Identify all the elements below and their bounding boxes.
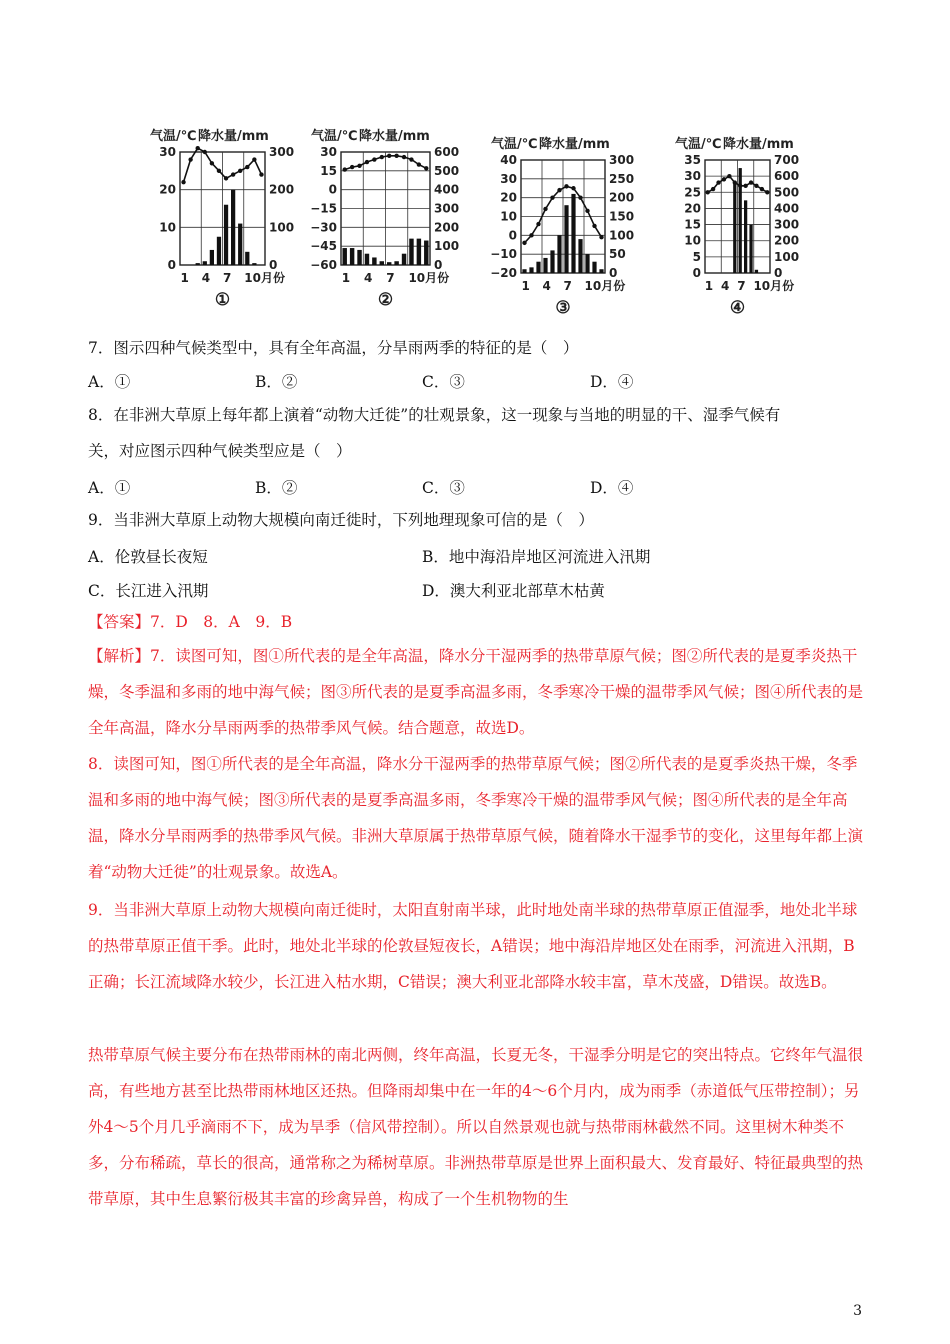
temperature-point	[536, 222, 540, 226]
month-tick-label: 10月份	[408, 271, 450, 285]
temp-tick-label: 15	[320, 163, 337, 178]
answer-line	[88, 612, 292, 632]
q9-option-a: A．伦敦昼长夜短	[88, 548, 208, 566]
q9-option-c: C．长江进入汛期	[88, 582, 209, 600]
temperature-point	[417, 162, 421, 166]
chart-svg	[485, 122, 655, 322]
temperature-point	[738, 184, 742, 188]
q8-option-d: D．④	[590, 479, 634, 497]
precip-tick-label: 200	[774, 233, 800, 248]
month-tick-label: 10月份	[753, 279, 795, 293]
temperature-point	[754, 184, 758, 188]
precip-tick-label: 250	[609, 171, 635, 186]
temperature-point	[711, 187, 715, 191]
precip-axis-title: 降水量/mm	[359, 129, 430, 144]
q7-option-a: A．①	[88, 373, 131, 391]
temperature-point	[394, 154, 398, 158]
temperature-point	[550, 195, 554, 199]
temp-tick-label: −45	[310, 239, 337, 254]
precip-bar	[342, 248, 346, 265]
precip-bar	[571, 194, 575, 273]
month-tick-label: 7	[223, 271, 232, 285]
answer-text: 7．D 8．A 9．B	[150, 613, 293, 631]
month-tick-label: 4	[542, 279, 551, 293]
analysis-7-text: 7．读图可知，图①所代表的是全年高温，降水分干湿两季的热带草原气候；图②所代表的是夏季炎热干燥，冬季温和多雨的地中海气候；图③所代表的是夏季高温多雨，冬季寒冷干燥的温带季风气候；图④所代表的是全年高温，降水分旱雨两季的热带季风气候。结合题意，故选D。	[88, 647, 864, 737]
precip-bar	[210, 250, 214, 265]
chart-svg	[655, 122, 815, 322]
precip-bar	[357, 250, 361, 265]
climate-chart-3	[485, 122, 655, 322]
temperature-point	[238, 169, 242, 173]
temperature-point	[188, 157, 192, 161]
temperature-point	[557, 188, 561, 192]
precip-tick-label: 0	[434, 258, 443, 272]
precip-bar	[578, 239, 582, 273]
chart-number-label: ②	[377, 290, 394, 310]
precip-tick-label: 700	[774, 153, 800, 167]
temp-tick-label: 0	[692, 266, 701, 280]
question-8-line-2: 关，对应图示四种气候类型应是（ ）	[88, 442, 352, 460]
temperature-point	[743, 184, 747, 188]
temperature-point	[409, 157, 413, 161]
precip-bar	[592, 262, 596, 273]
temp-tick-label: 5	[692, 249, 701, 264]
precip-tick-label: 600	[434, 145, 460, 159]
temperature-point	[181, 180, 185, 184]
precip-bar	[585, 254, 589, 273]
chart-svg	[140, 122, 305, 322]
temp-tick-label: 0	[508, 228, 517, 243]
temp-axis-title: 气温/℃	[311, 129, 358, 144]
temperature-point	[402, 155, 406, 159]
precip-tick-label: 150	[609, 209, 635, 224]
temp-tick-label: −10	[490, 247, 517, 262]
precip-tick-label: 400	[774, 201, 800, 216]
month-tick-label: 1	[704, 279, 714, 293]
temperature-point	[245, 165, 249, 169]
month-tick-label: 1	[521, 279, 530, 293]
q8-option-a: A．①	[88, 479, 131, 497]
precip-tick-label: 0	[774, 266, 783, 280]
temperature-point	[571, 186, 575, 190]
temp-tick-label: −30	[310, 220, 337, 235]
precip-bar	[749, 225, 752, 273]
precip-bar	[536, 262, 540, 273]
temperature-point	[749, 180, 753, 184]
month-tick-label: 1	[180, 271, 189, 285]
temperature-point	[196, 146, 200, 150]
month-tick-label: 1	[341, 271, 351, 285]
answer-tag: 【答案】	[88, 613, 151, 631]
chart-number-label: ④	[729, 298, 746, 318]
temperature-point	[760, 187, 764, 191]
precip-bar	[550, 250, 554, 273]
precip-bar	[744, 200, 747, 273]
temperature-point	[224, 176, 228, 180]
precip-axis-title: 降水量/mm	[198, 129, 269, 144]
temp-tick-label: −20	[490, 266, 517, 280]
temperature-point	[765, 190, 769, 194]
precip-bar	[557, 235, 561, 273]
month-tick-label: 7	[563, 279, 572, 293]
temp-axis-title: 气温/℃	[491, 137, 538, 152]
temperature-point	[727, 174, 731, 178]
precip-bar	[350, 248, 354, 265]
precip-tick-label: 300	[434, 201, 460, 216]
precip-bar	[409, 239, 413, 265]
analysis-8: 8．读图可知，图①所代表的是全年高温，降水分干湿两季的热带草原气候；图②所代表的是夏季炎热干燥，冬季温和多雨的地中海气候；图③所代表的是夏季高温多雨，冬季寒冷干燥的温带季风气候；图④所代表的是全年高温，降水分旱雨两季的热带季风气候。非洲大草原属于热带草原气候，随着降水干湿季节的变化，这里每年都上演着“动物大迁徙”的壮观景象。故选A。	[88, 755, 864, 881]
precip-bar	[599, 269, 603, 273]
precip-bar	[380, 261, 384, 265]
temperature-point	[350, 165, 354, 169]
precip-bar	[372, 257, 376, 265]
temperature-point	[380, 155, 384, 159]
temp-tick-label: 10	[684, 233, 701, 248]
temp-axis-title: 气温/℃	[675, 137, 722, 152]
q9-option-d: D．澳大利亚北部草木枯黄	[422, 582, 605, 600]
precip-tick-label: 400	[434, 182, 460, 197]
precip-tick-label: 0	[269, 258, 278, 272]
month-tick-label: 7	[386, 271, 395, 285]
precip-tick-label: 200	[269, 182, 295, 197]
precip-tick-label: 50	[609, 247, 626, 262]
temp-tick-label: 20	[159, 182, 176, 197]
precip-bar	[543, 258, 547, 273]
precip-bar	[387, 262, 391, 265]
temperature-point	[372, 157, 376, 161]
temp-tick-label: 0	[167, 258, 176, 272]
climate-chart-4	[655, 122, 815, 322]
q9-option-b: B．地中海沿岸地区河流进入汛期	[422, 548, 651, 566]
question-7: 7．图示四种气候类型中，具有全年高温，分旱雨两季的特征的是（ ）	[88, 339, 579, 357]
temp-tick-label: 35	[684, 153, 701, 167]
analysis-extra: 热带草原气候主要分布在热带雨林的南北两侧，终年高温，长夏无冬，干湿季分明是它的突出特点。它终年气温很高，有些地方甚至比热带雨林地区还热。但降雨却集中在一年的4～6个月内，成为雨季（赤道低气压带控制）；另外4～5个月几乎滴雨不下，成为旱季（信风带控制）。所以自然景观也就与热带雨林截然不同。这里树木种类不多，分布稀疏，草长的很高，通常称之为稀树草原。非洲热带草原是世界上面积最大、发育最好、特征最典型的热带草原，其中生息繁衍极其丰富的珍禽异兽，构成了一个生机物物的生	[88, 1046, 864, 1208]
precip-bar	[224, 205, 228, 265]
question-9: 9．当非洲大草原上动物大规模向南迁徙时，下列地理现象可信的是（ ）	[88, 511, 594, 529]
temperature-point	[203, 150, 207, 154]
precip-bar	[196, 263, 200, 265]
month-tick-label: 4	[720, 279, 730, 293]
precip-bar	[217, 237, 221, 265]
precip-bar	[203, 261, 207, 265]
precip-tick-label: 200	[434, 220, 460, 235]
temp-tick-label: 40	[500, 153, 517, 167]
precip-bar	[564, 205, 568, 273]
climate-chart-2	[305, 122, 480, 322]
q8-option-b: B．②	[255, 479, 298, 497]
precip-bar	[755, 270, 758, 273]
precip-tick-label: 100	[609, 228, 635, 243]
temperature-point	[210, 161, 214, 165]
temperature-point	[592, 224, 596, 228]
climate-chart-1	[140, 122, 305, 322]
temperature-point	[529, 233, 533, 237]
temperature-point	[722, 177, 726, 181]
temperature-point	[733, 180, 737, 184]
precip-bar	[733, 181, 736, 273]
temperature-point	[365, 160, 369, 164]
precip-tick-label: 100	[269, 220, 295, 235]
temperature-point	[564, 184, 568, 188]
temp-tick-label: 10	[500, 209, 517, 224]
temperature-point	[217, 169, 221, 173]
precip-tick-label: 100	[774, 249, 800, 264]
precip-bar	[231, 190, 235, 265]
temp-tick-label: −15	[310, 201, 337, 216]
q8-option-c: C．③	[422, 479, 465, 497]
precip-bar	[245, 252, 249, 265]
q7-option-c: C．③	[422, 373, 465, 391]
precip-bar	[252, 263, 256, 265]
temp-tick-label: 30	[320, 145, 337, 159]
chart-svg	[305, 122, 480, 322]
precip-tick-label: 0	[609, 266, 618, 280]
precip-bar	[238, 224, 242, 265]
temperature-point	[543, 207, 547, 211]
temperature-point	[599, 235, 603, 239]
temp-tick-label: −60	[310, 258, 337, 272]
precip-tick-label: 600	[774, 169, 800, 184]
precip-bar	[365, 254, 369, 265]
precip-bar	[529, 267, 533, 273]
temp-axis-title: 气温/℃	[150, 129, 197, 144]
temperature-point	[343, 167, 347, 171]
month-tick-label: 10月份	[244, 271, 285, 285]
chart-number-label: ①	[214, 290, 231, 310]
temp-tick-label: 25	[684, 185, 701, 200]
temp-tick-label: 20	[500, 190, 517, 205]
temperature-point	[585, 209, 589, 213]
analysis-tag: 【解析】	[88, 647, 151, 665]
analysis-9: 9．当非洲大草原上动物大规模向南迁徙时，太阳直射南半球，此时地处南半球的热带草原正值湿季，地处北半球的热带草原正值干季。此时，地处北半球的伦敦昼短夜长，A错误；地中海沿岸地区处在雨季，河流进入汛期，B正确；长江流域降水较少，长江进入枯水期，C错误；澳大利亚北部降水较丰富，草木茂盛，D错误。故选B。	[88, 901, 858, 991]
chart-number-label: ③	[555, 298, 571, 318]
temperature-point	[522, 241, 526, 245]
temp-tick-label: 0	[328, 182, 337, 197]
precip-tick-label: 100	[434, 239, 460, 254]
precip-tick-label: 200	[609, 190, 635, 205]
precip-tick-label: 500	[434, 163, 460, 178]
question-8-line-1: 8．在非洲大草原上每年都上演着“动物大迁徙”的壮观景象，这一现象与当地的明显的干、湿季气候有	[88, 406, 781, 424]
precip-bar	[394, 261, 398, 265]
precip-tick-label: 300	[609, 153, 635, 167]
temp-tick-label: 10	[159, 220, 176, 235]
temperature-point	[357, 164, 361, 168]
temperature-point	[706, 190, 710, 194]
temp-tick-label: 20	[684, 201, 701, 216]
month-tick-label: 4	[363, 271, 373, 285]
temperature-point	[259, 172, 263, 176]
precip-axis-title: 降水量/mm	[723, 137, 794, 152]
temp-tick-label: 30	[159, 145, 176, 159]
temp-tick-label: 15	[684, 217, 701, 232]
precip-axis-title: 降水量/mm	[539, 137, 610, 152]
temp-tick-label: 30	[684, 169, 701, 184]
q7-option-d: D．④	[590, 373, 634, 391]
precip-bar	[522, 269, 526, 273]
precip-tick-label: 300	[269, 145, 295, 159]
precip-bar	[402, 254, 406, 265]
month-tick-label: 7	[737, 279, 746, 293]
temperature-point	[252, 157, 256, 161]
precip-bar	[424, 241, 428, 265]
month-tick-label: 4	[201, 271, 211, 285]
temperature-point	[716, 180, 720, 184]
temperature-point	[424, 166, 428, 170]
temperature-point	[231, 172, 235, 176]
month-tick-label: 10月份	[584, 279, 626, 293]
temperature-point	[387, 154, 391, 158]
precip-tick-label: 500	[774, 185, 800, 200]
temperature-point	[578, 195, 582, 199]
q7-option-b: B．②	[255, 373, 298, 391]
page-number: 3	[853, 1303, 862, 1319]
climate-charts	[130, 122, 830, 322]
precip-bar	[417, 239, 421, 265]
precip-tick-label: 300	[774, 217, 800, 232]
temp-tick-label: 30	[500, 171, 517, 186]
analysis-7	[88, 638, 870, 746]
